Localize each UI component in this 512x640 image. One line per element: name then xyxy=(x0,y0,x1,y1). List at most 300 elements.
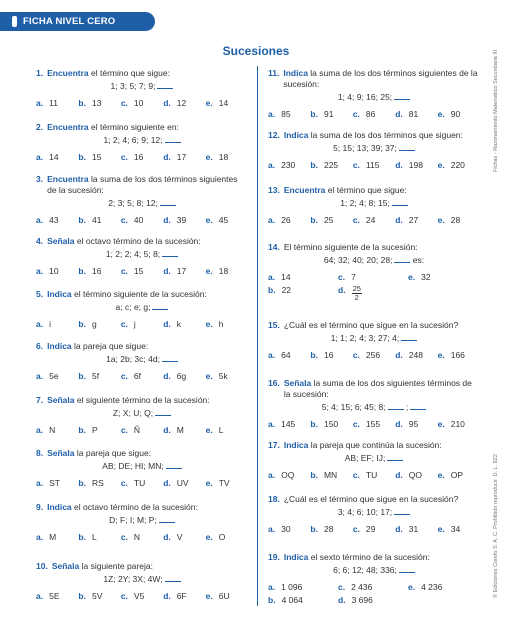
answer-option[interactable] xyxy=(78,478,120,489)
answer-option[interactable] xyxy=(163,319,205,330)
answer-option[interactable] xyxy=(353,160,395,171)
option-letter: e. xyxy=(205,98,213,108)
question-verb: Encuentra xyxy=(47,122,89,132)
answer-option[interactable] xyxy=(268,272,338,283)
option-letter: e. xyxy=(437,160,445,170)
answer-options xyxy=(36,371,248,382)
option-letter: b. xyxy=(310,419,318,429)
option-letter: a. xyxy=(268,272,276,282)
option-letter: c. xyxy=(352,419,360,429)
option-letter: a. xyxy=(268,419,276,429)
answer-blank[interactable] xyxy=(394,255,410,263)
option-value: 39 xyxy=(176,215,187,225)
answer-option[interactable] xyxy=(268,350,310,361)
option-value: 5e xyxy=(49,371,59,381)
answer-option[interactable] xyxy=(395,215,437,226)
option-letter: a. xyxy=(36,98,44,108)
option-value: 16 xyxy=(323,350,334,360)
answer-options xyxy=(268,582,480,606)
question-prompt: el octavo término de la sucesión: xyxy=(71,502,198,512)
option-letter: c. xyxy=(120,478,128,488)
answer-option[interactable] xyxy=(438,470,480,481)
answer-option[interactable] xyxy=(353,215,395,226)
question-text xyxy=(47,341,248,352)
answer-blank[interactable] xyxy=(399,565,415,573)
answer-option[interactable] xyxy=(408,582,478,593)
option-value: 256 xyxy=(365,350,381,360)
option-letter: a. xyxy=(36,532,44,542)
question-text xyxy=(47,236,248,247)
option-letter: d. xyxy=(395,524,403,534)
option-letter: d. xyxy=(163,591,171,601)
question-item xyxy=(268,130,480,171)
answer-options xyxy=(36,319,248,330)
option-value: g xyxy=(91,319,97,329)
sequence-line xyxy=(268,255,480,266)
question-item xyxy=(36,174,248,226)
question-number: 7. xyxy=(36,395,44,405)
option-letter: c. xyxy=(352,470,360,480)
question-item xyxy=(268,242,480,302)
option-letter: d. xyxy=(163,215,171,225)
question-verb: Señala xyxy=(47,448,75,458)
question-statement xyxy=(36,561,248,572)
option-letter: e. xyxy=(205,371,213,381)
question-number: 12. xyxy=(268,130,280,140)
answer-options xyxy=(36,532,248,543)
question-text xyxy=(284,494,480,505)
answer-option[interactable] xyxy=(206,152,248,163)
sequence-separator: ; xyxy=(403,402,409,412)
answer-options xyxy=(268,350,480,361)
question-prompt: el octavo término de la sucesión: xyxy=(74,236,201,246)
answer-option[interactable] xyxy=(268,160,310,171)
answer-option[interactable] xyxy=(310,350,352,361)
option-value: 15 xyxy=(133,266,144,276)
badge-marker-icon xyxy=(12,16,17,27)
answer-option[interactable] xyxy=(206,591,248,602)
answer-blank[interactable] xyxy=(401,333,417,341)
answer-option[interactable] xyxy=(36,478,78,489)
answer-option[interactable] xyxy=(395,109,437,120)
answer-option[interactable] xyxy=(438,350,480,361)
answer-option[interactable] xyxy=(78,425,120,436)
answer-option[interactable] xyxy=(206,425,248,436)
answer-option[interactable] xyxy=(78,319,120,330)
option-letter: c. xyxy=(120,371,128,381)
answer-option[interactable] xyxy=(268,215,310,226)
question-text xyxy=(47,448,248,459)
sequence-line xyxy=(36,515,248,526)
option-value: 12 xyxy=(176,98,187,108)
question-prompt: el término que sigue: xyxy=(325,185,407,195)
answer-option[interactable] xyxy=(36,532,78,543)
option-value: 45 xyxy=(218,215,229,225)
option-letter: e. xyxy=(205,266,213,276)
answer-blank[interactable] xyxy=(394,507,410,515)
answer-option[interactable] xyxy=(310,215,352,226)
option-value: 155 xyxy=(365,419,381,429)
option-letter: a. xyxy=(36,591,44,601)
answer-blank[interactable] xyxy=(152,302,168,310)
option-letter: e. xyxy=(205,425,213,435)
answer-option[interactable] xyxy=(206,532,248,543)
option-value: 145 xyxy=(281,419,296,429)
answer-options xyxy=(36,591,248,602)
option-value: N xyxy=(133,532,141,542)
answer-option[interactable] xyxy=(408,272,478,283)
answer-options xyxy=(36,98,248,109)
question-item xyxy=(36,561,248,602)
option-letter: e. xyxy=(205,152,213,162)
question-item xyxy=(36,122,248,163)
option-value: 14 xyxy=(281,272,291,282)
answer-option[interactable] xyxy=(163,425,205,436)
answer-option[interactable] xyxy=(268,419,310,430)
question-verb: Indica xyxy=(283,68,308,78)
answer-option[interactable] xyxy=(78,215,120,226)
page-title: Sucesiones xyxy=(222,44,290,58)
answer-option[interactable] xyxy=(206,266,248,277)
sequence-values: 6; 6; 12; 48; 336; xyxy=(333,565,397,575)
question-verb: Encuentra xyxy=(283,185,326,195)
option-letter: d. xyxy=(395,160,403,170)
option-letter: b. xyxy=(310,215,318,225)
answer-option[interactable] xyxy=(395,419,437,430)
option-letter: d. xyxy=(163,425,171,435)
option-value: 91 xyxy=(323,109,334,119)
answer-option[interactable] xyxy=(395,524,437,535)
option-letter: b. xyxy=(78,532,86,542)
answer-option[interactable] xyxy=(36,98,78,109)
answer-option[interactable] xyxy=(163,532,205,543)
fraction-numerator: 25 xyxy=(352,284,361,293)
sequence-line xyxy=(268,507,480,518)
option-value: 210 xyxy=(450,419,465,429)
question-statement xyxy=(36,502,248,513)
sequence-values: 1a; 2b; 3c; 4d; xyxy=(106,354,160,364)
question-statement xyxy=(268,378,480,400)
option-letter: a. xyxy=(36,266,44,276)
answer-option[interactable] xyxy=(78,98,120,109)
answer-option[interactable] xyxy=(353,524,395,535)
answer-option[interactable] xyxy=(338,582,408,593)
option-value: 3 696 xyxy=(351,595,373,605)
option-letter: a. xyxy=(268,109,276,119)
option-letter: b. xyxy=(78,478,86,488)
option-value: MN xyxy=(323,470,338,480)
question-number: 3. xyxy=(36,174,44,184)
answer-option[interactable] xyxy=(268,109,310,120)
option-value: V5 xyxy=(133,591,145,601)
answer-option[interactable] xyxy=(206,319,248,330)
answer-blank[interactable] xyxy=(157,81,173,89)
answer-option[interactable] xyxy=(268,524,310,535)
option-letter: c. xyxy=(120,591,128,601)
answer-option[interactable] xyxy=(310,160,352,171)
option-value: 15 xyxy=(91,152,102,162)
question-statement xyxy=(36,236,248,247)
option-value: 6f xyxy=(133,371,141,381)
sequence-values: 1; 1; 2; 4; 3; 27; 4; xyxy=(330,333,400,343)
answer-blank[interactable] xyxy=(165,135,181,143)
sequence-values: 1; 2; 4; 6; 9; 12; xyxy=(103,135,163,145)
answer-option[interactable] xyxy=(36,591,78,602)
question-number: 4. xyxy=(36,236,44,246)
option-letter: d. xyxy=(395,215,403,225)
question-text xyxy=(47,395,248,406)
option-letter: d. xyxy=(163,266,171,276)
option-value: 5f xyxy=(91,371,100,381)
answer-option[interactable] xyxy=(268,285,338,302)
answer-option[interactable] xyxy=(163,215,205,226)
option-letter: b. xyxy=(78,266,86,276)
question-verb: Señala xyxy=(47,395,75,405)
option-letter: b. xyxy=(310,350,318,360)
option-value: 150 xyxy=(323,419,339,429)
option-value: 115 xyxy=(365,160,380,170)
question-verb: Señala xyxy=(47,236,75,246)
sequence-line xyxy=(268,143,480,154)
answer-option[interactable] xyxy=(353,470,395,481)
option-value: 17 xyxy=(176,266,187,276)
answer-option[interactable] xyxy=(353,109,395,120)
answer-option[interactable] xyxy=(206,371,248,382)
question-number: 14. xyxy=(268,242,280,252)
answer-option[interactable] xyxy=(163,478,205,489)
option-letter: a. xyxy=(36,319,44,329)
option-letter: b. xyxy=(78,98,86,108)
option-value: 27 xyxy=(408,215,419,225)
answer-blank[interactable] xyxy=(392,198,408,206)
answer-option[interactable] xyxy=(121,591,163,602)
answer-option[interactable] xyxy=(438,524,480,535)
question-text xyxy=(284,378,480,400)
answer-option[interactable] xyxy=(36,266,78,277)
option-value: 24 xyxy=(365,215,376,225)
answer-option[interactable] xyxy=(338,272,408,283)
answer-option[interactable] xyxy=(206,478,248,489)
sequence-values: 1; 2; 2; 4; 5; 8; xyxy=(105,249,161,259)
sequence-line xyxy=(268,402,480,413)
answer-blank[interactable] xyxy=(410,402,426,410)
option-letter: c. xyxy=(120,266,128,276)
answer-option[interactable] xyxy=(206,215,248,226)
option-letter: e. xyxy=(437,215,445,225)
answer-option[interactable] xyxy=(206,98,248,109)
answer-blank[interactable] xyxy=(165,574,181,582)
question-verb: Indica xyxy=(283,440,309,450)
answer-blank[interactable] xyxy=(394,92,410,100)
answer-option[interactable] xyxy=(353,419,395,430)
option-value: 90 xyxy=(450,109,461,119)
option-value: TU xyxy=(133,478,146,488)
option-value: L xyxy=(91,532,97,542)
answer-option[interactable] xyxy=(163,266,205,277)
answer-blank[interactable] xyxy=(399,143,415,151)
answer-blank[interactable] xyxy=(162,354,178,362)
question-prompt: el siguiente término de la sucesión: xyxy=(74,395,210,405)
option-value: 40 xyxy=(133,215,144,225)
option-value: i xyxy=(49,319,51,329)
option-letter: e. xyxy=(408,582,416,592)
question-statement xyxy=(268,185,480,196)
option-value: 7 xyxy=(351,272,356,282)
option-value: 18 xyxy=(218,152,229,162)
option-letter: d. xyxy=(395,350,403,360)
option-value: 16 xyxy=(91,266,102,276)
answer-options xyxy=(268,419,480,430)
answer-options xyxy=(268,272,480,302)
answer-option[interactable] xyxy=(121,425,163,436)
answer-option[interactable] xyxy=(268,595,338,606)
answer-options xyxy=(36,215,248,226)
option-value: 26 xyxy=(281,215,291,225)
answer-option[interactable] xyxy=(438,109,480,120)
option-letter: e. xyxy=(205,215,213,225)
answer-option[interactable] xyxy=(121,532,163,543)
option-value: 28 xyxy=(450,215,461,225)
option-letter: c. xyxy=(338,272,346,282)
answer-option[interactable] xyxy=(121,98,163,109)
answer-option[interactable] xyxy=(268,470,310,481)
option-letter: b. xyxy=(268,595,276,605)
level-badge xyxy=(0,12,155,31)
question-number: 8. xyxy=(36,448,44,458)
question-statement xyxy=(36,174,248,196)
option-letter: e. xyxy=(205,319,213,329)
answer-option[interactable] xyxy=(163,591,205,602)
question-number: 9. xyxy=(36,502,44,512)
option-letter: c. xyxy=(352,109,360,119)
question-item xyxy=(268,440,480,481)
answer-option[interactable] xyxy=(121,371,163,382)
option-letter: d. xyxy=(163,371,171,381)
answer-option[interactable] xyxy=(338,285,408,302)
answer-option[interactable] xyxy=(310,470,352,481)
answer-option[interactable] xyxy=(121,478,163,489)
option-letter: e. xyxy=(408,272,416,282)
option-value: V xyxy=(176,532,183,542)
question-statement xyxy=(36,395,248,406)
option-value: 13 xyxy=(91,98,102,108)
answer-option[interactable] xyxy=(438,215,480,226)
sequence-line xyxy=(36,461,248,472)
question-text xyxy=(47,68,248,79)
answer-option[interactable] xyxy=(338,595,408,606)
option-letter: c. xyxy=(120,98,128,108)
question-prompt: ¿Cuál es el término que sigue en la sucesión? xyxy=(283,494,459,504)
answer-blank[interactable] xyxy=(160,198,176,206)
answer-option[interactable] xyxy=(353,350,395,361)
option-value: 225 xyxy=(323,160,339,170)
answer-option[interactable] xyxy=(78,152,120,163)
answer-option[interactable] xyxy=(310,419,352,430)
answer-option[interactable] xyxy=(121,215,163,226)
sequence-line xyxy=(36,135,248,146)
sequence-values: D; F; I; M; P; xyxy=(109,515,157,525)
answer-blank[interactable] xyxy=(388,402,404,410)
answer-option[interactable] xyxy=(163,98,205,109)
answer-blank[interactable] xyxy=(166,461,182,469)
sequence-line xyxy=(36,354,248,365)
answer-option[interactable] xyxy=(395,160,437,171)
answer-option[interactable] xyxy=(78,591,120,602)
question-statement xyxy=(268,440,480,451)
question-text xyxy=(284,185,480,196)
option-letter: e. xyxy=(205,591,213,601)
answer-option[interactable] xyxy=(395,350,437,361)
question-text xyxy=(47,122,248,133)
sequence-line xyxy=(36,302,248,313)
option-value: N xyxy=(49,425,56,435)
sequence-values: 1Z; 2Y; 3X; 4W; xyxy=(103,574,163,584)
answer-option[interactable] xyxy=(78,371,120,382)
answer-option[interactable] xyxy=(121,266,163,277)
answer-option[interactable] xyxy=(36,425,78,436)
option-letter: b. xyxy=(78,319,86,329)
question-number: 17. xyxy=(268,440,280,450)
answer-blank[interactable] xyxy=(159,515,175,523)
option-value: 86 xyxy=(365,109,376,119)
answer-blank[interactable] xyxy=(162,249,178,257)
answer-option[interactable] xyxy=(438,419,480,430)
option-value: 10 xyxy=(49,266,59,276)
question-text xyxy=(283,68,480,90)
option-letter: e. xyxy=(205,478,213,488)
answer-option[interactable] xyxy=(78,532,120,543)
answer-option[interactable] xyxy=(36,371,78,382)
question-item xyxy=(36,448,248,489)
answer-option[interactable] xyxy=(121,152,163,163)
question-number: 11. xyxy=(268,68,280,78)
answer-option[interactable] xyxy=(268,582,338,593)
sequence-values: 1; 3; 5; 7; 9; xyxy=(110,81,156,91)
option-letter: c. xyxy=(352,350,360,360)
option-value: 28 xyxy=(323,524,334,534)
answer-option[interactable] xyxy=(438,160,480,171)
question-item xyxy=(268,185,480,226)
question-statement xyxy=(268,130,480,141)
answer-option[interactable] xyxy=(310,109,352,120)
answer-option[interactable] xyxy=(78,266,120,277)
option-value: 230 xyxy=(281,160,296,170)
question-number: 6. xyxy=(36,341,44,351)
option-value: ST xyxy=(49,478,60,488)
answer-option[interactable] xyxy=(36,215,78,226)
answer-option[interactable] xyxy=(121,319,163,330)
answer-option[interactable] xyxy=(163,152,205,163)
answer-blank[interactable] xyxy=(387,453,403,461)
question-text xyxy=(47,174,248,196)
question-statement xyxy=(268,242,480,253)
answer-option[interactable] xyxy=(36,319,78,330)
question-prompt: la pareja que sigue: xyxy=(74,448,152,458)
answer-option[interactable] xyxy=(310,524,352,535)
answer-option[interactable] xyxy=(36,152,78,163)
answer-blank[interactable] xyxy=(155,408,171,416)
question-prompt: el término siguiente en: xyxy=(88,122,179,132)
answer-option[interactable] xyxy=(163,371,205,382)
answer-option[interactable] xyxy=(395,470,437,481)
answer-options xyxy=(268,109,480,120)
question-number: 13. xyxy=(268,185,280,195)
option-letter: e. xyxy=(437,109,445,119)
option-letter: b. xyxy=(78,591,86,601)
sequence-line xyxy=(36,408,248,419)
option-value: 198 xyxy=(408,160,423,170)
option-value: 6U xyxy=(218,591,230,601)
